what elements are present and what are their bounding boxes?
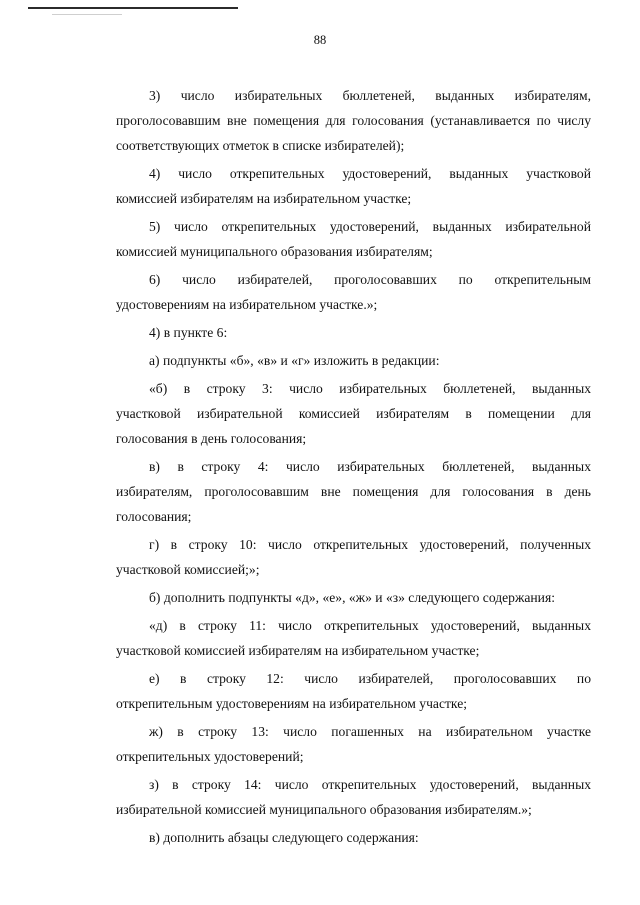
paragraph-line: б) дополнить подпункты «д», «е», «ж» и «з» следующего содержания:	[149, 590, 555, 605]
paragraph-line: 5) число открепительных удостоверений, выданных избирательной	[149, 219, 591, 234]
paragraph	[116, 666, 591, 716]
paragraph-line: участковой комиссией;»;	[116, 562, 260, 577]
paragraph	[116, 532, 591, 582]
paragraph-line: «д) в строку 11: число открепительных удостоверений, выданных	[149, 618, 591, 633]
paragraph	[116, 585, 591, 610]
paragraph	[116, 454, 591, 529]
paragraph	[116, 825, 591, 850]
paragraph	[116, 83, 591, 158]
paragraph	[116, 161, 591, 211]
paragraph	[116, 348, 591, 373]
paragraph-line: з) в строку 14: число открепительных удостоверений, выданных	[149, 777, 591, 792]
paragraph-line: 6) число избирателей, проголосовавших по открепительным	[149, 272, 591, 287]
scan-artifact-mark	[52, 14, 122, 15]
page-number: 88	[313, 33, 327, 47]
paragraph-line: 4) в пункте 6:	[149, 325, 228, 340]
paragraph	[116, 376, 591, 451]
paragraph-line: комиссией муниципального образования избирателям;	[116, 244, 433, 259]
paragraph-line: участковой комиссией избирателям на избирательном участке;	[116, 643, 480, 658]
paragraph	[116, 719, 591, 769]
paragraph-line: голосования в день голосования;	[116, 431, 307, 446]
paragraph-line: избирательной комиссией муниципального образования избирателям.»;	[116, 802, 532, 817]
document-body	[116, 83, 591, 853]
paragraph-line: открепительных удостоверений;	[116, 749, 304, 764]
paragraph-line: голосования;	[116, 509, 192, 524]
paragraph-line: в) в строку 4: число избирательных бюллетеней, выданных	[149, 459, 591, 474]
paragraph-line: 4) число открепительных удостоверений, выданных участковой	[149, 166, 591, 181]
paragraph-line: «б) в строку 3: число избирательных бюллетеней, выданных	[149, 381, 591, 396]
paragraph	[116, 613, 591, 663]
paragraph-line: ж) в строку 13: число погашенных на избирательном участке	[149, 724, 591, 739]
paragraph-line: комиссией избирателям на избирательном участке;	[116, 191, 412, 206]
paragraph	[116, 267, 591, 317]
paragraph-line: г) в строку 10: число открепительных удостоверений, полученных	[149, 537, 591, 552]
paragraph-line: избирателям, проголосовавшим вне помещения для голосования в день	[116, 484, 591, 499]
paragraph	[116, 214, 591, 264]
paragraph-line: е) в строку 12: число избирателей, проголосовавших по	[149, 671, 591, 686]
paragraph-line: а) подпункты «б», «в» и «г» изложить в редакции:	[149, 353, 440, 368]
paragraph-line: удостоверениям на избирательном участке.»;	[116, 297, 378, 312]
paragraph-line: соответствующих отметок в списке избирателей);	[116, 138, 405, 153]
paragraph-line: в) дополнить абзацы следующего содержания:	[149, 830, 419, 845]
paragraph	[116, 772, 591, 822]
scan-artifact-line	[28, 7, 238, 9]
paragraph-line: открепительным удостоверениям на избирательном участке;	[116, 696, 468, 711]
paragraph	[116, 320, 591, 345]
paragraph-line: проголосовавшим вне помещения для голосования (устанавливается по числу	[116, 113, 591, 128]
paragraph-line: участковой избирательной комиссией избирателям в помещении для	[116, 406, 591, 421]
paragraph-line: 3) число избирательных бюллетеней, выданных избирателям,	[149, 88, 591, 103]
